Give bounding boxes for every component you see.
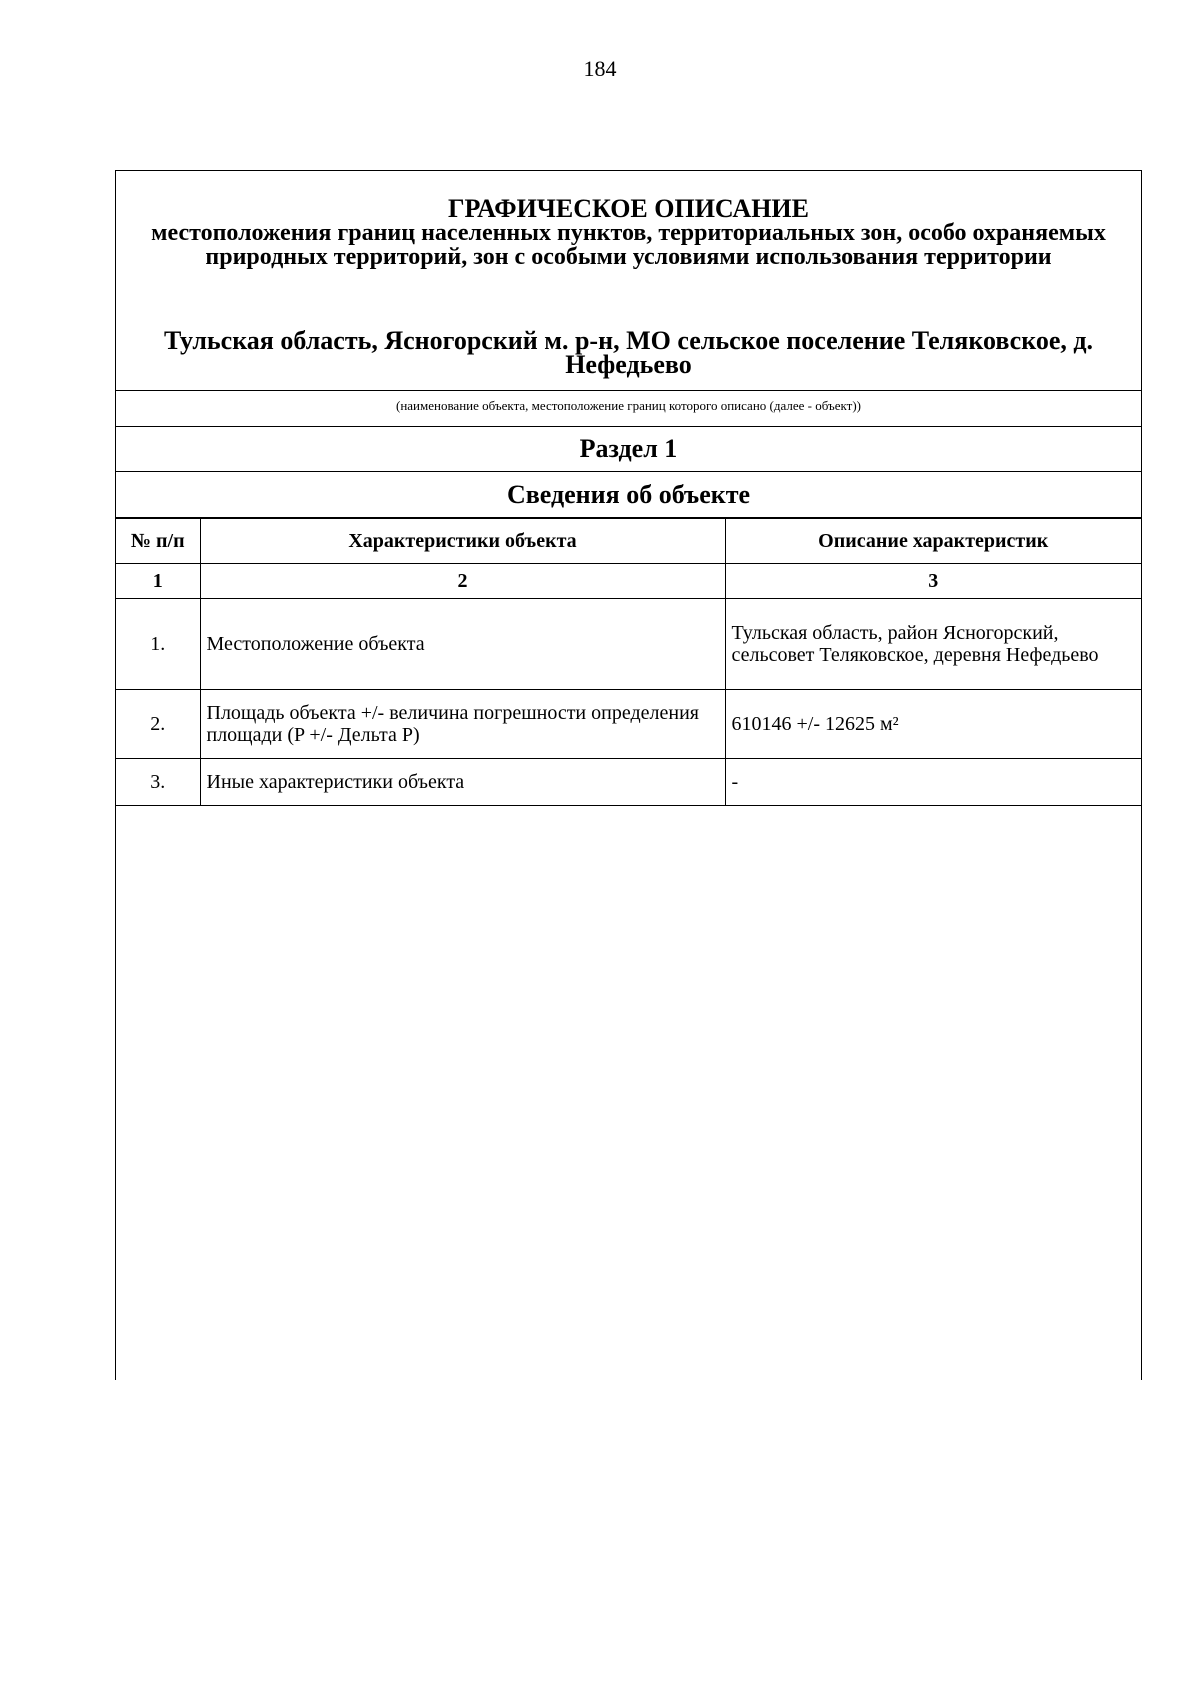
header-characteristic: Характеристики объекта [200, 519, 725, 564]
row-characteristic: Площадь объекта +/- величина погрешности определения площади (P +/- Дельта P) [200, 690, 725, 759]
document-title: ГРАФИЧЕСКОЕ ОПИСАНИЕ [448, 194, 809, 223]
page-number: 184 [583, 56, 617, 81]
info-title: Сведения об объекте [116, 472, 1141, 518]
header-description: Описание характеристик [725, 519, 1141, 564]
row-characteristic: Местоположение объекта [200, 599, 725, 690]
document-subtitle: местоположения границ населенных пунктов, территориальных зон, особо охраняемых природных территорий, зон с особыми условиями использования территории [151, 220, 1106, 270]
row-description: 610146 +/- 12625 м² [725, 690, 1141, 759]
row-description: - [725, 759, 1141, 806]
characteristics-table [116, 518, 1141, 806]
section-title: Раздел 1 [116, 427, 1141, 472]
row-number: 2. [116, 690, 200, 759]
title-block [116, 171, 1141, 391]
table-row [116, 690, 1141, 759]
column-number: 1 [116, 564, 200, 599]
column-number: 3 [725, 564, 1141, 599]
document-frame [115, 170, 1142, 1380]
table-header-row [116, 519, 1141, 564]
table-row [116, 599, 1141, 690]
row-characteristic: Иные характеристики объекта [200, 759, 725, 806]
row-number: 3. [116, 759, 200, 806]
header-num: № п/п [116, 519, 200, 564]
row-number: 1. [116, 599, 200, 690]
row-description: Тульская область, район Ясногорский, сельсовет Теляковское, деревня Нефедьево [725, 599, 1141, 690]
object-name: Тульская область, Ясногорский м. р-н, МО сельское поселение Теляковское, д. Нефедьево [163, 326, 1094, 379]
column-number: 2 [200, 564, 725, 599]
column-number-row [116, 564, 1141, 599]
table-row [116, 759, 1141, 806]
object-name-caption: (наименование объекта, местоположение границ которого описано (далее - объект)) [116, 391, 1141, 427]
